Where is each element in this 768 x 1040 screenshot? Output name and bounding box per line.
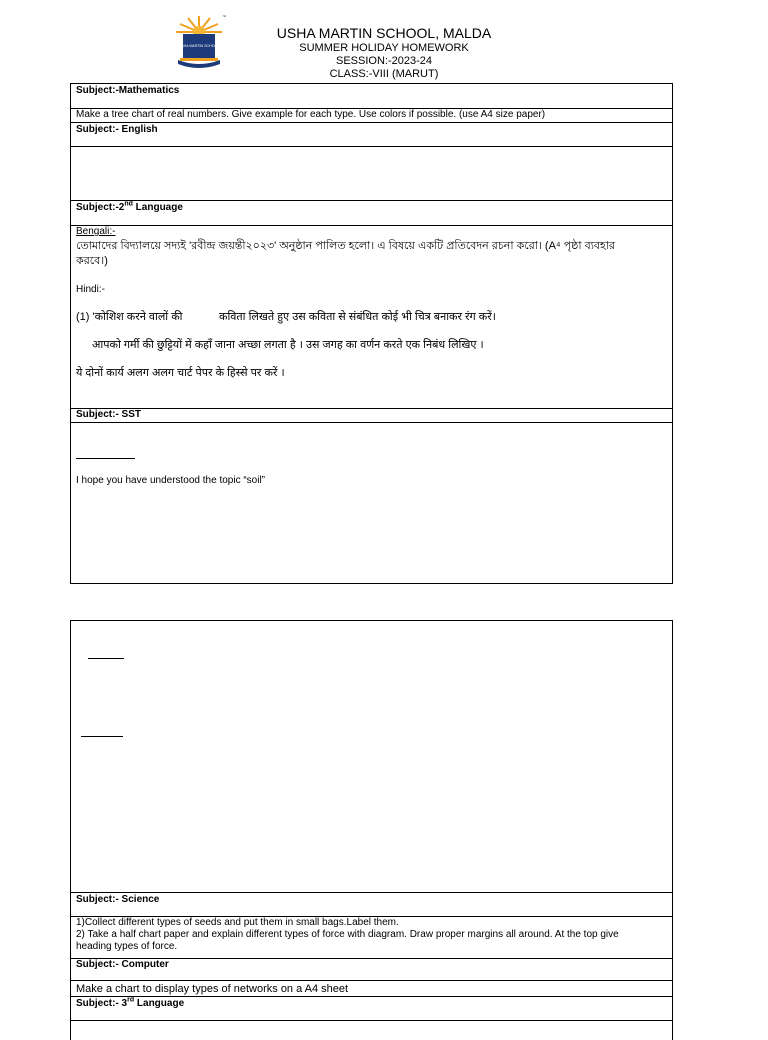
computer-heading-row [71, 959, 672, 981]
english-heading-row [71, 123, 672, 147]
sst-underline [76, 458, 135, 459]
bengali-task-line2: করবে।) [76, 255, 108, 267]
school-name: USHA MARTIN SCHOOL, MALDA [276, 25, 492, 41]
science-content-row [71, 917, 672, 959]
sst-heading-row [71, 409, 672, 423]
computer-label: Subject:- Computer [76, 959, 169, 970]
computer-task: Make a chart to display types of networks on a A4 sheet [76, 983, 349, 995]
english-label: Subject:- English [76, 124, 158, 135]
third-language-heading-row [71, 997, 672, 1021]
homework-table-1 [70, 83, 673, 584]
second-language-heading-row [71, 201, 672, 226]
hindi-task-1-end: कविता लिखते हुए उस कविता से संबंधित कोई भी चित्र बनाकर रंग करें। [219, 311, 496, 323]
hindi-note: ये दोनों कार्य अलग अलग चार्ट पेपर के हिस्से पर करें । [76, 367, 285, 379]
sst-content-row [71, 423, 672, 583]
logo-text: USHA MARTIN SCHOOL [178, 44, 220, 48]
science-task-2: 2) Take a half chart paper and explain different types of force with diagram. Draw proper margins all around. At the top give [76, 929, 619, 940]
school-logo [170, 12, 228, 70]
maths-heading-row [71, 84, 672, 109]
maths-task: Make a tree chart of real numbers. Give example for each type. Use colors if possible. (use A4 size paper) [76, 109, 546, 120]
hindi-task-1-start: (1) 'कोशिश करने वालों की [76, 311, 183, 323]
continuation-content-row [71, 621, 672, 893]
science-task-1: 1)Collect different types of seeds and put them in small bags.Label them. [76, 917, 399, 928]
science-label: Subject:- Science [76, 894, 160, 905]
class-label: CLASS:-VIII (MARUT) [329, 68, 439, 80]
homework-table-2 [70, 620, 673, 1040]
sst-text: I hope you have understood the topic “soil” [76, 475, 266, 486]
sst-label: Subject:- SST [76, 409, 142, 420]
maths-label: Subject:-Mathematics [76, 85, 180, 96]
continuation-underline-1 [88, 658, 124, 659]
english-content-row [71, 147, 672, 201]
maths-task-row [71, 109, 672, 123]
third-language-label: Subject:- 3rd Language [76, 996, 185, 1009]
svg-text:™: ™ [222, 14, 226, 19]
bengali-heading: Bengali:- [76, 226, 116, 237]
continuation-underline-2 [81, 736, 123, 737]
science-heading-row [71, 893, 672, 917]
session-label: SESSION:-2023-24 [336, 55, 432, 67]
homework-title: SUMMER HOLIDAY HOMEWORK [299, 42, 469, 54]
second-language-label: Subject:-2nd Language [76, 200, 183, 213]
bengali-task-line1: তোমাদের বিদ্যালয়ে সদ্যই 'রবীন্দ্র জয়ন্তী২০২৩' অনুষ্ঠান পালিত হলো। এ বিষয়ে একটি প্রতিবেদন রচনা করো। (A⁴ পৃষ্ঠা ব্যবহার [76, 240, 616, 252]
science-task-2-cont: heading types of force. [76, 941, 178, 952]
second-language-content-row [71, 226, 672, 409]
hindi-heading: Hindi:- [76, 284, 105, 295]
hindi-task-2: आपको गर्मी की छुट्टियों में कहाँ जाना अच्छा लगता है । उस जगह का वर्णन करते एक निबंध लिखिए । [92, 339, 484, 351]
computer-content-row [71, 981, 672, 997]
